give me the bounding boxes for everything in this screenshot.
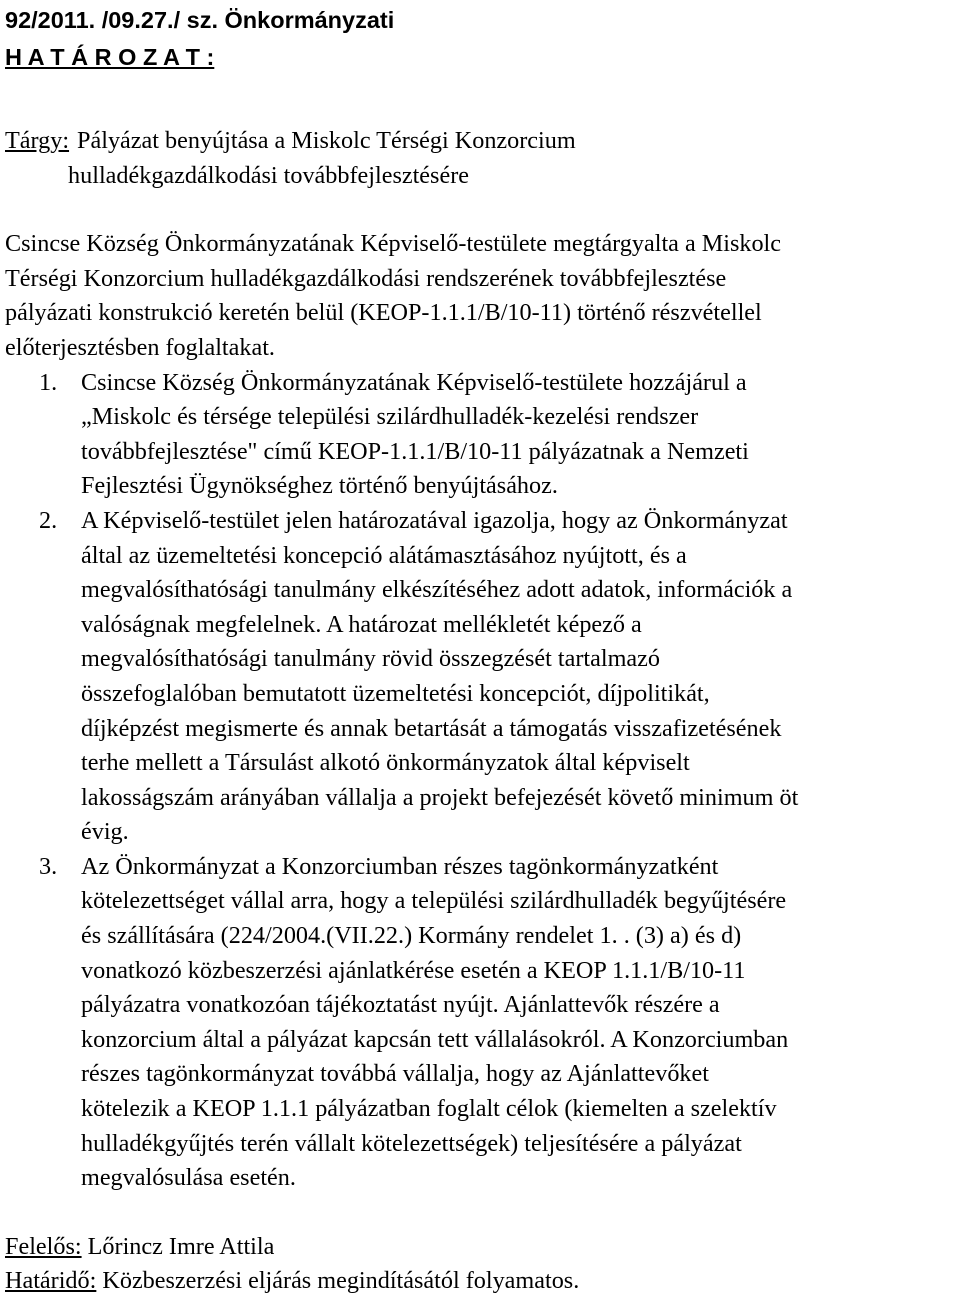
subject-line: hulladékgazdálkodási továbbfejlesztésére — [68, 161, 469, 189]
resolution-document — [5, 2, 955, 1299]
point-line: terhe mellett a Társulást alkotó önkormányzatok által képviselt — [81, 749, 690, 777]
point-line: által az üzemeltetési koncepció alátámasztásához nyújtott, és a — [81, 541, 687, 569]
resolution-title: H A T Á R O Z A T : — [5, 44, 215, 70]
point-line: megvalósíthatósági tanulmány elkészítéséhez adott adatok, információk a — [81, 576, 793, 604]
intro-line: Térségi Konzorcium hulladékgazdálkodási rendszerének továbbfejlesztése — [5, 264, 727, 292]
intro-line: előterjesztésben foglaltakat. — [5, 333, 275, 361]
point-line: összefoglalóban bemutatott üzemeltetési koncepciót, díjpolitikát, — [81, 679, 710, 707]
point-line: megvalósulása esetén. — [81, 1164, 296, 1192]
responsible-label: Felelős: — [5, 1232, 82, 1260]
point-number: 1. — [39, 368, 58, 396]
point-line: megvalósíthatósági tanulmány rövid összegzését tartalmazó — [81, 645, 660, 673]
point-line: valóságnak megfelelnek. A határozat mellékletét képező a — [81, 610, 642, 638]
point-line: továbbfejlesztése" című KEOP-1.1.1/B/10-11 pályázatnak a Nemzeti — [81, 437, 749, 465]
responsible-row — [5, 1230, 955, 1265]
point-number: 3. — [39, 852, 58, 880]
point-line: konzorcium által a pályázat kapcsán tett vállalásokról. A Konzorciumban — [81, 1025, 789, 1053]
deadline-row — [5, 1264, 955, 1299]
point-line: Az Önkormányzat a Konzorciumban részes tagönkormányzatként — [81, 852, 719, 880]
deadline-label: Határidő: — [5, 1267, 97, 1295]
point-line: hulladékgyűjtés terén vállalt kötelezettségek) teljesítésére a pályázat — [81, 1129, 742, 1157]
intro-line: Csincse Község Önkormányzatának Képviselő-testülete megtárgyalta a Miskolc — [5, 230, 782, 258]
resolution-number: 92/2011. /09.27./ sz. Önkormányzati — [5, 7, 395, 33]
subject-text — [69, 124, 797, 193]
point-number: 2. — [39, 506, 58, 534]
subject-label: Tárgy: — [5, 127, 70, 154]
point-line: pályázatra vonatkozóan tájékoztatást nyújt. Ajánlattevők részére a — [81, 991, 720, 1019]
point-line: lakosságszám arányában vállalja a projekt befejezését követő minimum öt — [81, 783, 799, 811]
resolution-points — [5, 366, 955, 1196]
subject-line: Pályázat benyújtása a Miskolc Térségi Konzorcium — [77, 127, 576, 154]
point-line: és szállítására (224/2004.(VII.22.) Kormány rendelet 1. . (3) a) és d) — [81, 922, 742, 950]
point-line: kötelezik a KEOP 1.1.1 pályázatban foglalt célok (kiemelten a szelektív — [81, 1095, 777, 1123]
resolution-point-2 — [5, 504, 955, 850]
point-line: évig. — [81, 818, 129, 846]
responsible-value: Lőrincz Imre Attila — [81, 1232, 275, 1260]
footer-block — [5, 1230, 955, 1299]
deadline-value: Közbeszerzési eljárás megindításától folyamatos. — [96, 1267, 580, 1295]
resolution-point-3 — [5, 850, 955, 1196]
intro-paragraph — [5, 227, 955, 365]
subject-block — [5, 124, 955, 193]
point-line: kötelezettséget vállal arra, hogy a települési szilárdhulladék begyűjtésére — [81, 887, 787, 915]
intro-line: pályázati konstrukció keretén belül (KEOP-1.1.1/B/10-11) történő részvétellel — [5, 299, 762, 327]
point-line: A Képviselő-testület jelen határozatával igazolja, hogy az Önkormányzat — [81, 506, 788, 534]
point-line: vonatkozó közbeszerzési ajánlatkérése esetén a KEOP 1.1.1/B/10-11 — [81, 956, 746, 984]
point-line: részes tagönkormányzat továbbá vállalja, hogy az Ajánlattevőket — [81, 1060, 709, 1088]
point-line: „Miskolc és térsége települési szilárdhulladék-kezelési rendszer — [81, 403, 699, 431]
point-line: díjképzést megismerte és annak betartását a támogatás visszafizetésének — [81, 714, 782, 742]
resolution-point-1 — [5, 366, 955, 504]
point-line: Csincse Község Önkormányzatának Képviselő-testülete hozzájárul a — [81, 368, 747, 396]
point-line: Fejlesztési Ügynökséghez történő benyújtásához. — [81, 472, 558, 500]
